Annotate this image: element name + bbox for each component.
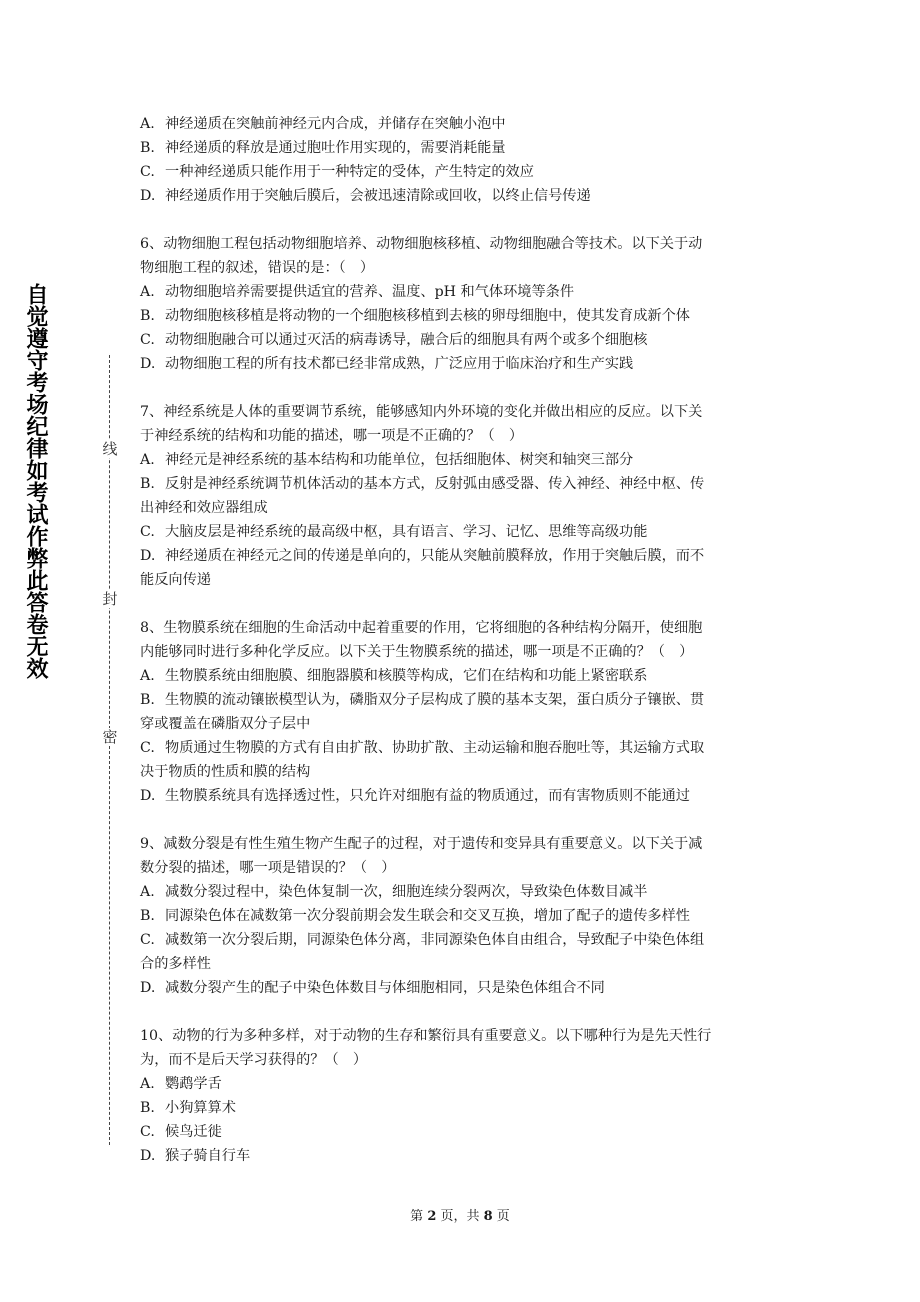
option-c: C. 物质通过生物膜的方式有自由扩散、协助扩散、主动运输和胞吞胞吐等，其运输方式取 xyxy=(140,740,705,756)
option-c: C. 候鸟迁徙 xyxy=(140,1124,222,1140)
question-stem: 数分裂的描述，哪一项是错误的？（ ） xyxy=(140,860,396,876)
option-d: D. 神经递质作用于突触后膜后，会被迅速清除或回收，以终止信号传递 xyxy=(140,188,591,204)
option-d: D. 生物膜系统具有选择透过性，只允许对细胞有益的物质通过，而有害物质则不能通过 xyxy=(140,788,690,804)
option-a: A. 神经递质在突触前神经元内合成，并储存在突触小泡中 xyxy=(140,116,506,132)
option-c: C. 大脑皮层是神经系统的最高级中枢，具有语言、学习、记忆、思维等高级功能 xyxy=(140,524,648,540)
option-b: B. 神经递质的释放是通过胞吐作用实现的，需要消耗能量 xyxy=(140,140,506,156)
question-stem: 内能够同时进行多种化学反应。以下关于生物膜系统的描述，哪一项是不正确的？（ ） xyxy=(140,644,694,660)
exam-rules-notice: 自觉遵守考场纪律如考试作弊此答卷无效 xyxy=(23,283,48,679)
option-d: D. 动物细胞工程的所有技术都已经非常成熟，广泛应用于临床治疗和生产实践 xyxy=(140,356,634,372)
question-content xyxy=(140,112,785,1192)
question-stem: 7、神经系统是人体的重要调节系统，能够感知内外环境的变化并做出相应的反应。以下关 xyxy=(140,404,703,420)
option-c: C. 减数第一次分裂后期，同源染色体分离，非同源染色体自由组合，导致配子中染色体组 xyxy=(140,932,705,948)
question-stem: 10、动物的行为多种多样，对于动物的生存和繁衍具有重要意义。以下哪种行为是先天性行 xyxy=(140,1028,712,1044)
binding-label-feng: 封 xyxy=(102,590,118,608)
question-5-options xyxy=(140,112,785,208)
option-d: D. 神经递质在神经元之间的传递是单向的，只能从突触前膜释放，作用于突触后膜，而不 xyxy=(140,548,705,564)
binding-label-mi: 密 xyxy=(102,728,118,746)
option-a: A. 神经元是神经系统的基本结构和功能单位，包括细胞体、树突和轴突三部分 xyxy=(140,452,634,468)
option-c-continued: 合的多样性 xyxy=(140,956,211,972)
option-b: B. 生物膜的流动镶嵌模型认为，磷脂双分子层构成了膜的基本支架，蛋白质分子镶嵌、贯 xyxy=(140,692,705,708)
option-b-continued: 出神经和效应器组成 xyxy=(140,500,268,516)
question-stem: 8、生物膜系统在细胞的生命活动中起着重要的作用，它将细胞的各种结构分隔开，使细胞 xyxy=(140,620,703,636)
current-page-number: 2 xyxy=(427,1209,437,1224)
option-b: B. 反射是神经系统调节机体活动的基本方式，反射弧由感受器、传入神经、神经中枢、传 xyxy=(140,476,705,492)
option-b: B. 同源染色体在减数第一次分裂前期会发生联会和交叉互换，增加了配子的遗传多样性 xyxy=(140,908,690,924)
question-stem: 于神经系统的结构和功能的描述，哪一项是不正确的？（ ） xyxy=(140,428,524,444)
question-9 xyxy=(140,832,785,1000)
option-d-continued: 能反向传递 xyxy=(140,572,211,588)
question-8 xyxy=(140,616,785,808)
binding-label-xian: 线 xyxy=(102,440,118,458)
question-stem: 为，而不是后天学习获得的？（ ） xyxy=(140,1052,368,1068)
option-c: C. 一种神经递质只能作用于一种特定的受体，产生特定的效应 xyxy=(140,164,534,180)
option-b-continued: 穿或覆盖在磷脂双分子层中 xyxy=(140,716,311,732)
option-d: D. 猴子骑自行车 xyxy=(140,1148,251,1164)
question-stem: 9、减数分裂是有性生殖生物产生配子的过程，对于遗传和变异具有重要意义。以下关于减 xyxy=(140,836,703,852)
option-a: A. 减数分裂过程中，染色体复制一次，细胞连续分裂两次，导致染色体数目减半 xyxy=(140,884,648,900)
question-7 xyxy=(140,400,785,592)
question-10 xyxy=(140,1024,785,1168)
option-c-continued: 决于物质的性质和膜的结构 xyxy=(140,764,311,780)
question-stem: 6、动物细胞工程包括动物细胞培养、动物细胞核移植、动物细胞融合等技术。以下关于动 xyxy=(140,236,703,252)
option-a: A. 鹦鹉学舌 xyxy=(140,1076,222,1092)
option-a: A. 生物膜系统由细胞膜、细胞器膜和核膜等构成，它们在结构和功能上紧密联系 xyxy=(140,668,648,684)
option-b: B. 小狗算算术 xyxy=(140,1100,236,1116)
question-6 xyxy=(140,232,785,376)
option-a: A. 动物细胞培养需要提供适宜的营养、温度、pH 和气体环境等条件 xyxy=(140,284,575,300)
page-number-footer: 第 2 页，共 8 页 xyxy=(410,1209,510,1224)
question-stem: 物细胞工程的叙述，错误的是：（ ） xyxy=(140,260,375,276)
option-d: D. 减数分裂产生的配子中染色体数目与体细胞相同，只是染色体组合不同 xyxy=(140,980,605,996)
option-b: B. 动物细胞核移植是将动物的一个细胞核移植到去核的卵母细胞中，使其发育成新个体 xyxy=(140,308,690,324)
option-c: C. 动物细胞融合可以通过灭活的病毒诱导，融合后的细胞具有两个或多个细胞核 xyxy=(140,332,648,348)
total-page-count: 8 xyxy=(483,1209,493,1224)
binding-dashed-line xyxy=(109,355,110,1145)
